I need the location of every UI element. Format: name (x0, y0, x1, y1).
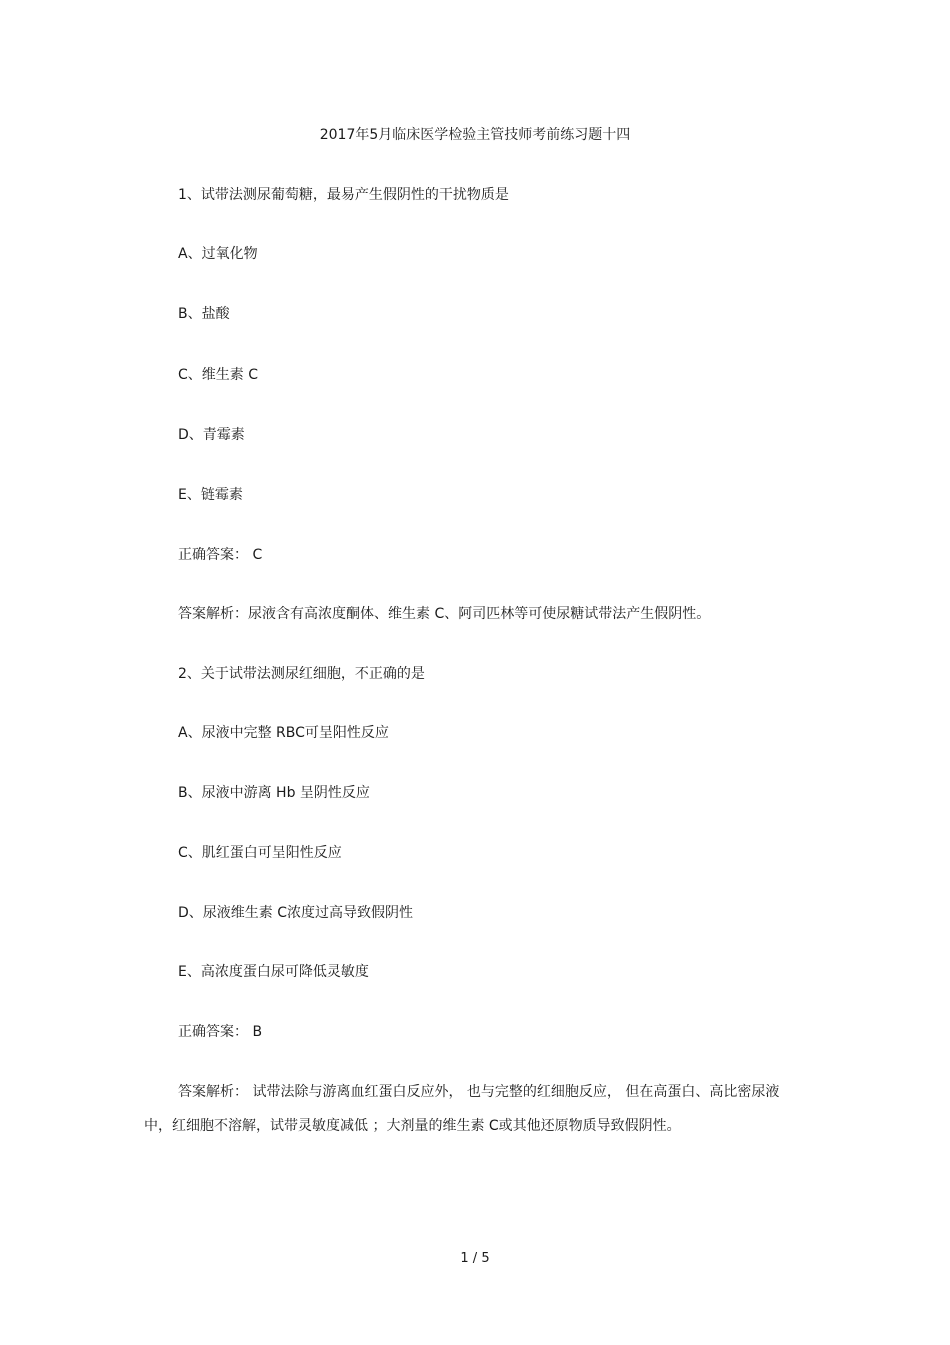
question-2-option-a: A、尿液中完整 RBC可呈阳性反应 (178, 725, 389, 741)
question-2-answer: 正确答案： B (178, 1024, 263, 1040)
document-title: 2017年5月临床医学检验主管技师考前练习题十四 (319, 127, 631, 143)
question-2-analysis: 答案解析： 试带法除与游离血红蛋白反应外， 也与完整的红细胞反应， 但在高蛋白、高比密尿液中，红细胞不溶解，试带灵敏度减低 ；大剂量的维生素 C或其他还原物质导致假阴性。 (144, 1084, 780, 1134)
page-number: 1 / 5 (460, 1251, 490, 1266)
question-2-stem: 2、关于试带法测尿红细胞，不正确的是 (178, 666, 425, 682)
question-1-answer: 正确答案： C (178, 547, 263, 563)
question-1-analysis: 答案解析：尿液含有高浓度酮体、维生素 C、阿司匹林等可使尿糖试带法产生假阴性。 (178, 606, 711, 622)
question-2-option-b: B、尿液中游离 Hb 呈阴性反应 (178, 785, 370, 801)
question-1-option-e: E、链霉素 (178, 487, 243, 503)
question-1-option-d: D、青霉素 (178, 427, 245, 443)
question-2-option-d: D、尿液维生素 C浓度过高导致假阴性 (178, 905, 414, 921)
question-2-option-e: E、高浓度蛋白尿可降低灵敏度 (178, 964, 369, 980)
question-1-option-a: A、过氧化物 (178, 246, 258, 262)
question-1-option-c: C、维生素 C (178, 367, 259, 383)
question-1-option-b: B、盐酸 (178, 306, 230, 322)
question-1-stem: 1、试带法测尿葡萄糖，最易产生假阴性的干扰物质是 (178, 187, 509, 203)
question-2-option-c: C、肌红蛋白可呈阳性反应 (178, 845, 342, 861)
